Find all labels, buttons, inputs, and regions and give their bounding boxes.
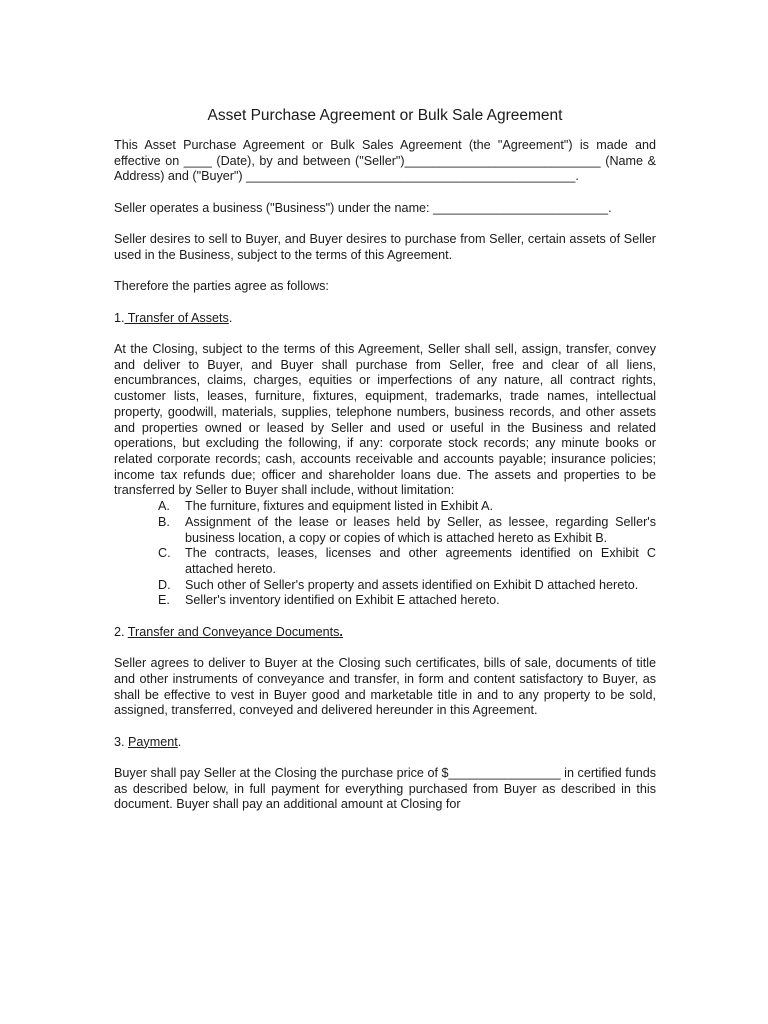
section-1-number: 1. [114,310,125,325]
list-item [114,515,656,546]
document-title: Asset Purchase Agreement or Bulk Sale Agreement [207,107,563,124]
list-item [114,546,656,577]
section-1-heading [114,311,656,327]
section-3-heading-end: . [177,734,182,749]
list-item-letter: E. [158,593,170,608]
list-item-letter: D. [158,577,171,592]
intro-paragraph: This Asset Purchase Agreement or Bulk Sales Agreement (the "Agreement") is made and effective on ____ (Date), by and between ("Seller")____________________________ (Name & Address) and ("Buyer") _______________________________________________. [114,138,656,184]
section-2-body: Seller agrees to deliver to Buyer at the Closing such certificates, bills of sale, documents of title and other instruments of conveyance and transfer, in form and content satisfactory to Buyer, as shall be effective to vest in Buyer good and marketable title in and to any property to be sold, assigned, transferred, conveyed and delivered hereunder in this Agreement. [114,656,656,718]
list-item [114,578,656,594]
list-item-text: The contracts, leases, licenses and other agreements identified on Exhibit C attached hereto. [185,546,656,576]
list-item-text: The furniture, fixtures and equipment listed in Exhibit A. [185,499,494,514]
section-1-title: Transfer of Assets [124,310,229,325]
section-3-heading [114,735,656,751]
section-2-number: 2. [114,624,128,639]
list-item-letter: C. [158,546,171,561]
section-2-heading-end: . [339,624,343,639]
section-1-heading-end: . [228,310,233,325]
section-3-body: Buyer shall pay Seller at the Closing the purchase price of $________________ in certified funds as described below, in full payment for everything purchased from Buyer as described in this document. Buyer shall pay an additional amount at Closing for [114,765,656,812]
section-1-body: At the Closing, subject to the terms of this Agreement, Seller shall sell, assign, transfer, convey and deliver to Buyer, and Buyer shall purchase from Seller, free and clear of all liens, encumbrances, claims, charges, equities or imperfections of any nature, all contract rights, customer lists, leases, furniture, fixtures, equipment, trademarks, trade names, intellectual property, goodwill, materials, supplies, telephone numbers, business records, and other assets and properties owned or leased by Seller and used or useful in the Business and related operations, but excluding the following, if any: corporate stock records; any minute books or related corporate records; cash, accounts receivable and accounts payable; insurance policies; income tax refunds due; officer and shareholder loans due. The assets and properties to be transferred by Seller to Buyer shall include, without limitation: [114,342,656,498]
list-item [114,593,656,609]
section-3-number: 3. [114,734,129,749]
document-body [114,106,656,829]
list-item-text: Seller's inventory identified on Exhibit E attached hereto. [185,593,500,608]
list-item-letter: A. [158,499,170,514]
list-item-letter: B. [158,514,170,529]
section-3-title: Payment [128,734,178,749]
section-2-title: Transfer and Conveyance Documents [127,624,340,639]
list-item [114,499,656,515]
section-2-heading [114,625,656,641]
exhibit-list-wrap [114,499,656,609]
therefore-paragraph: Therefore the parties agree as follows: [114,279,329,294]
list-item-text: Assignment of the lease or leases held by Seller, as lessee, regarding Seller's business location, a copy or copies of which is attached hereto as Exhibit B. [185,514,656,545]
exhibit-list [114,499,656,609]
business-name-paragraph: Seller operates a business ("Business") under the name: _________________________. [114,200,612,215]
list-item-text: Such other of Seller's property and assets identified on Exhibit D attached hereto. [185,577,639,592]
desire-paragraph: Seller desires to sell to Buyer, and Buyer desires to purchase from Seller, certain assets of Seller used in the Business, subject to the terms of this Agreement. [114,232,656,262]
